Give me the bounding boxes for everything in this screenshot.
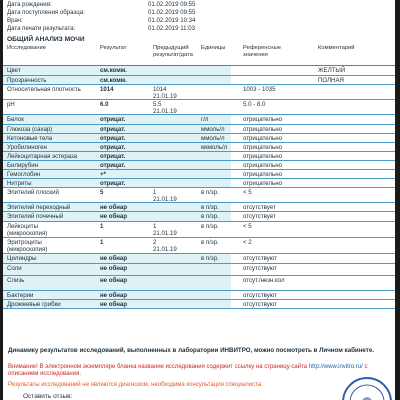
column-header-comment: Комментарий [318, 45, 355, 51]
column-header-previous: Предыдущий результат/дата [153, 45, 193, 58]
cell-result: отрицат. [100, 180, 126, 187]
meta-label: Дата рождения: [7, 1, 52, 8]
table-row [3, 264, 395, 276]
cell-result: отрицат. [100, 153, 126, 160]
cell-result: не обнар [100, 255, 128, 262]
cell-units: в п/зр. [201, 255, 219, 262]
cell-reference: 1003 - 1035 [243, 86, 276, 93]
cell-test[interactable]: Эпителий плоский [7, 189, 59, 196]
electronic-copy-text: Внимание! В электронном экземпляре бланка название исследования содержит ссылку на страницу сайта [8, 364, 308, 370]
cell-reference: 5.0 - 8.0 [243, 101, 266, 108]
table-row [3, 143, 395, 152]
cell-reference: отсутствуют [243, 292, 278, 299]
table-row [3, 254, 395, 264]
cell-previous-date: 21.01.19 [153, 230, 177, 237]
table-row [3, 161, 395, 170]
cell-reference: отрицательно [243, 162, 282, 169]
cell-previous-value: 5.5 [153, 101, 162, 108]
cell-reference: отрицательно [243, 144, 282, 151]
column-header-reference: Референсные значения [243, 45, 281, 58]
electronic-copy-suffix: с описанием исследования. [8, 364, 368, 377]
cell-reference: отсутствует [243, 213, 276, 220]
cell-result: не обнар [100, 204, 128, 211]
table-row [3, 300, 395, 309]
table-row [3, 179, 395, 188]
cell-test[interactable]: Цвет [7, 67, 21, 74]
cell-reference: отсут./незн.кол [243, 277, 285, 284]
section-title: ОБЩИЙ АНАЛИЗ МОЧИ [7, 36, 85, 43]
dynamics-note: Динамику результатов исследований, выполненных в лаборатории ИНВИТРО, можно посмотреть в Личном кабинете. [8, 347, 374, 354]
cell-test[interactable]: Относительная плотность [7, 86, 81, 93]
cell-test[interactable]: Лейкоциты (микроскопия) [7, 223, 48, 237]
cell-reference: отсутствуют [243, 255, 278, 262]
table-row [3, 203, 395, 212]
cell-result: отрицат. [100, 135, 126, 142]
cell-units: в п/зр. [201, 189, 219, 196]
table-row [3, 291, 395, 300]
cell-result: отрицат. [100, 144, 126, 151]
disclaimer-note: Результаты исследований не являются диагнозом, необходима консультация специалиста. [8, 382, 263, 388]
cell-units: ммоль/л [201, 126, 225, 133]
table-row [3, 134, 395, 143]
table-row [3, 222, 395, 238]
cell-test[interactable]: Уробилиноген [7, 144, 47, 151]
cell-test[interactable]: Эритроциты (микроскопия) [7, 239, 48, 253]
table-row [3, 212, 395, 222]
cell-result: см.комм. [100, 67, 127, 74]
meta-value: 01.02.2019 10:34 [148, 17, 196, 24]
cell-result: 1 [100, 223, 104, 230]
table-row [3, 66, 395, 76]
lab-report-sheet [3, 0, 395, 400]
cell-reference: отсутствуют [243, 301, 278, 308]
cell-units: в п/зр. [201, 213, 219, 220]
cell-test[interactable]: Билирубин [7, 162, 39, 169]
electronic-copy-note [8, 364, 388, 378]
cell-test[interactable]: Слизь [7, 277, 25, 284]
cell-result: отрицат. [100, 162, 126, 169]
cell-test[interactable]: Белок [7, 116, 24, 123]
cell-result: 6.0 [100, 101, 109, 108]
table-row [3, 152, 395, 161]
meta-row [5, 17, 285, 24]
cell-reference: отсутствуют [243, 265, 278, 272]
cell-comment: ПОЛНАЯ [318, 77, 344, 84]
cell-units: в п/зр. [201, 239, 219, 246]
cell-result: 5 [100, 189, 104, 196]
column-header-units: Единицы [201, 45, 226, 51]
table-row [3, 115, 395, 125]
cell-reference: отрицательно [243, 116, 282, 123]
cell-reference: < 5 [243, 223, 252, 230]
review-label: Оставить отзыв: [23, 393, 73, 400]
meta-value: 01.02.2019 11:03 [148, 25, 195, 32]
column-header-test: Исследование [7, 45, 46, 51]
cell-units: в п/зр. [201, 204, 219, 211]
cell-result: не обнар [100, 277, 128, 284]
cell-result: 1014 [100, 86, 114, 93]
cell-test[interactable]: Лейкоцитарная эстераза [7, 153, 78, 160]
table-header [3, 44, 395, 66]
cell-previous-value: 1 [153, 189, 157, 196]
cell-previous-date: 21.01.19 [153, 93, 177, 100]
cell-previous-value: 2 [153, 239, 157, 246]
cell-result: отрицат. [100, 126, 126, 133]
meta-row [5, 9, 285, 16]
table-row [3, 238, 395, 254]
cell-test[interactable]: pH [7, 101, 15, 108]
cell-test[interactable]: Кетоновые тела [7, 135, 53, 142]
cell-reference: отрицательно [243, 126, 282, 133]
cell-test[interactable]: Нитриты [7, 180, 32, 187]
invitro-link[interactable]: http://www.invitro.ru/ [308, 364, 363, 370]
cell-reference: отрицательно [243, 180, 282, 187]
cell-test[interactable]: Эпителий почечный [7, 213, 64, 220]
lab-seal-stamp [341, 376, 393, 400]
cell-result: +* [100, 171, 106, 178]
table-row [3, 100, 395, 115]
cell-reference: отрицательно [243, 153, 282, 160]
meta-label: Врач: [7, 17, 23, 24]
meta-row [5, 25, 285, 32]
cell-test[interactable]: Соли [7, 265, 22, 272]
meta-value: 01.02.2019 09:55 [148, 1, 196, 8]
table-row [3, 170, 395, 179]
cell-result: не обнар [100, 292, 128, 299]
cell-reference: отсутствует [243, 204, 276, 211]
cell-reference: отрицательно [243, 171, 282, 178]
cell-units: в п/зр. [201, 223, 219, 230]
cell-comment: ЖЕЛТЫЙ [318, 67, 346, 74]
meta-value: 01.02.2019 09:55 [148, 9, 196, 16]
table-row [3, 76, 395, 85]
cell-previous-date: 21.01.19 [153, 108, 177, 115]
cell-reference: отрицательно [243, 135, 282, 142]
cell-previous-date: 21.01.19 [153, 196, 177, 203]
cell-result: не обнар [100, 265, 128, 272]
cell-result: см.комм. [100, 77, 127, 84]
cell-test[interactable]: Цилиндры [7, 255, 37, 262]
row-divider [3, 308, 395, 309]
cell-test[interactable]: Эпителий переходный [7, 204, 71, 211]
table-row [3, 276, 395, 291]
cell-reference: < 5 [243, 189, 252, 196]
cell-result: не обнар [100, 301, 128, 308]
cell-result: 1 [100, 239, 104, 246]
cell-units: мкмоль/л [201, 144, 228, 151]
meta-label: Дата печати результата: [7, 25, 76, 32]
cell-test[interactable]: Глюкоза (сахар) [7, 126, 53, 133]
cell-previous-date: 21.01.19 [153, 246, 177, 253]
table-row [3, 125, 395, 134]
column-header-result: Результат [100, 45, 127, 51]
cell-previous-value: 1 [153, 223, 157, 230]
cell-reference: < 2 [243, 239, 252, 246]
table-row [3, 85, 395, 100]
cell-result: отрицат. [100, 116, 126, 123]
meta-label: Дата поступления образца: [7, 9, 85, 16]
cell-test[interactable]: Гемоглобин [7, 171, 41, 178]
cell-units: ммоль/л [201, 135, 225, 142]
cell-result: не обнар [100, 213, 128, 220]
cell-test[interactable]: Дрожжевые грибки [7, 301, 61, 308]
cell-previous-value: 1014 [153, 86, 167, 93]
meta-row [5, 1, 285, 8]
cell-test[interactable]: Бактерии [7, 292, 34, 299]
cell-test[interactable]: Прозрачность [7, 77, 47, 84]
cell-units: г/л [201, 116, 209, 123]
table-row [3, 188, 395, 203]
